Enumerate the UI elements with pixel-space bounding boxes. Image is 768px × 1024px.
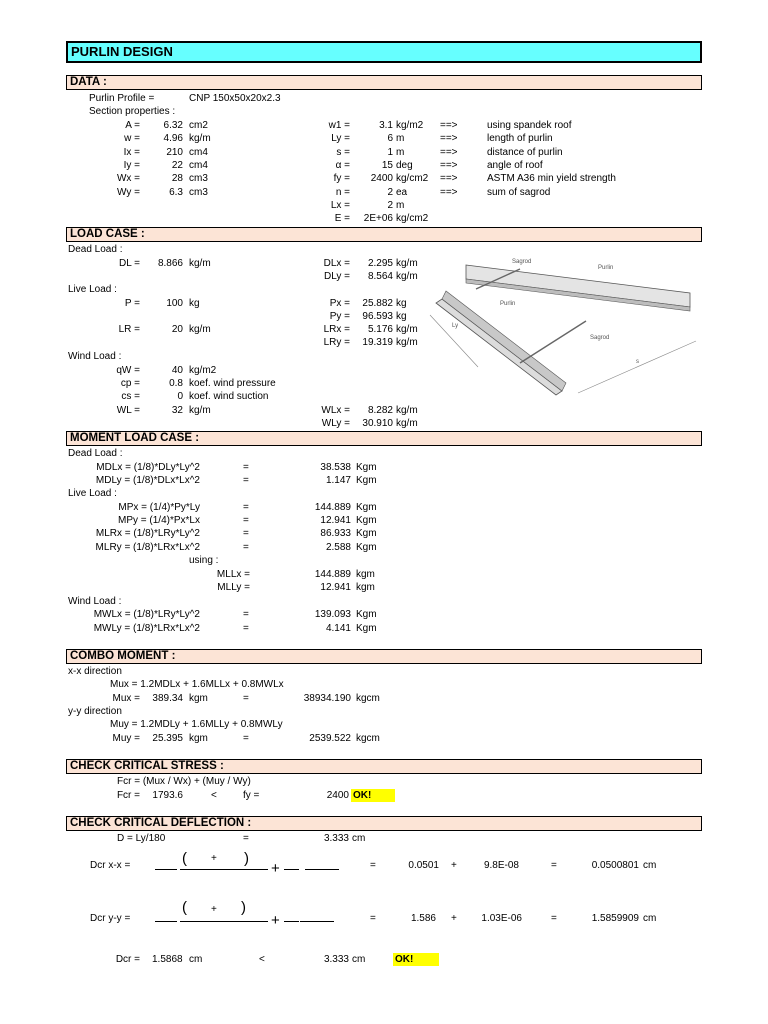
parameter-description: using spandek roof — [487, 120, 572, 131]
wlx-symbol: WLx = — [321, 405, 350, 416]
mux-equals: = — [243, 693, 249, 704]
property-value: 6.32 — [163, 120, 183, 131]
figure-label-sagrod-back: Sagrod — [512, 259, 532, 265]
section-header-load-case: LOAD CASE : — [66, 227, 702, 242]
property-symbol: Ix = — [123, 146, 140, 158]
moment-value: 12.941 — [320, 515, 351, 526]
dcr-less-than: < — [259, 954, 265, 965]
moment-expression: MLRx = (1/8)*LRy*Ly^2 — [95, 528, 200, 539]
dcrx-fraction-line-2 — [180, 869, 268, 870]
property-unit: cm3 — [189, 173, 208, 185]
dcry-total: 1.5859909 — [591, 913, 639, 924]
property-unit: cm3 — [189, 186, 208, 198]
p-value: 100 — [166, 298, 183, 309]
moment-value: 4.141 — [325, 623, 351, 634]
parameter-unit: m — [396, 146, 405, 158]
wlx-unit: kg/m — [396, 405, 418, 416]
dcry-fraction-line-4 — [300, 921, 334, 922]
moment-expression: MDLy = (1/8)*DLx*Lx^2 — [95, 475, 200, 486]
mux-value: 389.34 — [152, 693, 183, 704]
moment-live-load-label: Live Load : — [68, 488, 117, 499]
property-unit: cm4 — [189, 159, 208, 171]
moment-wind-load-label: Wind Load : — [68, 596, 122, 607]
dcry-equals-2: = — [551, 913, 557, 924]
parameter-value: 2E+06 — [363, 213, 393, 225]
dly-value: 8.564 — [367, 271, 393, 282]
moment-value: 86.933 — [320, 528, 351, 539]
moment-expression: MPx = (1/4)*Py*Ly — [118, 502, 200, 513]
live-load-label: Live Load : — [68, 284, 117, 295]
dcr-unit: cm — [189, 954, 203, 965]
dcr-limit-unit: cm — [352, 954, 366, 965]
parameter-arrow: ==> — [440, 186, 458, 198]
deflection-limit-unit: cm — [352, 833, 366, 844]
dcrx-value-2: 9.8E-08 — [483, 860, 519, 871]
moment-value: 38.538 — [320, 462, 351, 473]
parameter-unit: m — [396, 199, 405, 211]
parameter-symbol: fy = — [333, 173, 350, 185]
page-title: PURLIN DESIGN — [66, 41, 702, 63]
wl-value: 32 — [171, 405, 183, 416]
moment-expression: MWLy = (1/8)*LRx*Lx^2 — [93, 623, 200, 634]
qw-value: 40 — [171, 365, 183, 376]
parameter-symbol: Lx = — [330, 199, 350, 211]
moment-value: 144.889 — [314, 502, 351, 513]
parameter-description: sum of sagrod — [487, 186, 551, 198]
moment-expression: MWLx = (1/8)*LRy*Ly^2 — [93, 609, 200, 620]
dcrx-paren-open: ( — [182, 850, 187, 867]
dcrx-equals-2: = — [551, 860, 557, 871]
moment-equals: = — [243, 623, 249, 634]
dcrx-paren-plus: + — [211, 853, 217, 864]
moment-unit: Kgm — [356, 462, 377, 473]
property-value: 28 — [171, 173, 183, 185]
property-value: 22 — [171, 159, 183, 171]
moment-equals: = — [243, 462, 249, 473]
wind-load-label: Wind Load : — [68, 351, 122, 362]
lry-symbol: LRy = — [323, 337, 350, 348]
parameter-value: 1 — [387, 146, 393, 158]
moment-expression: MLLx = — [216, 569, 250, 580]
mux-kgcm-value: 38934.190 — [303, 693, 351, 704]
parameter-arrow: ==> — [440, 133, 458, 145]
p-unit: kg — [189, 298, 200, 309]
moment-equals: = — [243, 542, 249, 553]
dcrx-total: 0.0500801 — [591, 860, 639, 871]
muy-equals: = — [243, 733, 249, 744]
section-header-stress: CHECK CRITICAL STRESS : — [66, 759, 702, 774]
deflection-ok-badge: OK! — [393, 953, 439, 966]
figure-label-sagrod-front: Sagrod — [590, 335, 610, 341]
wl-symbol: WL = — [116, 405, 140, 416]
fcr-less-than: < — [211, 790, 217, 801]
parameter-unit: kg/cm2 — [396, 173, 429, 185]
section-header-moment: MOMENT LOAD CASE : — [66, 431, 702, 446]
parameter-symbol: Ly = — [331, 133, 350, 145]
moment-equals: = — [243, 502, 249, 513]
moment-using-label: using : — [189, 555, 219, 566]
dcrx-plus: + — [451, 860, 457, 871]
dcrx-label: Dcr x-x = — [90, 860, 131, 871]
property-value: 4.96 — [163, 133, 183, 145]
figure-label-purlin-back: Purlin — [598, 265, 614, 271]
parameter-symbol: α = — [335, 159, 350, 171]
dcry-paren-close: ) — [241, 899, 246, 916]
dcrx-mid-plus: + — [271, 860, 280, 877]
py-value: 96.593 — [362, 311, 393, 322]
dcry-paren-open: ( — [182, 899, 187, 916]
dcrx-equals: = — [370, 860, 376, 871]
purlin-sagrod-diagram — [428, 245, 698, 400]
dlx-unit: kg/m — [396, 258, 418, 269]
cp-symbol: cp = — [120, 378, 140, 389]
lry-value: 19.319 — [362, 337, 393, 348]
parameter-symbol: s = — [336, 146, 350, 158]
section-properties-label: Section properties : — [89, 106, 176, 117]
dly-unit: kg/m — [396, 271, 418, 282]
parameter-symbol: E = — [334, 213, 350, 225]
dcry-equals: = — [370, 913, 376, 924]
cs-value: 0 — [177, 391, 183, 402]
profile-value: CNP 150x50x20x2.3 — [189, 93, 281, 104]
dcry-value-1: 1.586 — [410, 913, 436, 924]
moment-unit: Kgm — [356, 623, 377, 634]
parameter-description: length of purlin — [487, 133, 553, 145]
dcrx-fraction-line-4 — [305, 869, 339, 870]
parameter-value: 2400 — [370, 173, 393, 185]
property-unit: kg/m — [189, 133, 211, 145]
wly-symbol: WLy = — [321, 418, 350, 429]
lrx-unit: kg/m — [396, 324, 418, 335]
moment-expression: MDLx = (1/8)*DLy*Ly^2 — [96, 462, 200, 473]
property-symbol: A = — [125, 120, 140, 131]
p-symbol: P = — [124, 298, 140, 309]
parameter-value: 2 — [387, 199, 393, 211]
cs-symbol: cs = — [121, 391, 140, 402]
parameter-arrow: ==> — [440, 159, 458, 171]
dcrx-fraction-line-1 — [155, 869, 177, 870]
moment-unit: Kgm — [356, 609, 377, 620]
fy-symbol: fy = — [243, 790, 260, 801]
dly-symbol: DLy = — [323, 271, 350, 282]
parameter-description: distance of purlin — [487, 146, 563, 158]
property-symbol: Wy = — [117, 186, 140, 198]
lr-value: 20 — [171, 324, 183, 335]
dl-value: 8.866 — [157, 258, 183, 269]
dl-symbol: DL = — [118, 258, 140, 269]
parameter-value: 3.1 — [379, 120, 393, 131]
parameter-symbol: w1 = — [328, 120, 350, 131]
px-unit: kg — [396, 298, 407, 309]
property-symbol: Wx = — [116, 173, 140, 185]
dcry-fraction-line-1 — [155, 921, 177, 922]
muy-symbol: Muy = — [112, 733, 140, 744]
dcrx-value-1: 0.0501 — [408, 860, 439, 871]
section-header-deflection: CHECK CRITICAL DEFLECTION : — [66, 816, 702, 831]
dlx-value: 2.295 — [367, 258, 393, 269]
fcr-formula: Fcr = (Mux / Wx) + (Muy / Wy) — [117, 776, 251, 787]
lrx-value: 5.176 — [367, 324, 393, 335]
parameter-unit: deg — [396, 159, 413, 171]
dcrx-paren-close: ) — [244, 850, 249, 867]
parameter-unit: ea — [396, 186, 408, 198]
dcry-unit: cm — [643, 913, 657, 924]
mux-formula: Mux = 1.2MDLx + 1.6MLLx + 0.8MWLx — [110, 679, 284, 690]
cp-value: 0.8 — [169, 378, 183, 389]
moment-unit: kgm — [356, 569, 375, 580]
moment-unit: kgm — [356, 582, 375, 593]
moment-unit: Kgm — [356, 515, 377, 526]
section-header-data: DATA : — [66, 75, 702, 90]
figure-label-s: s — [636, 359, 639, 365]
dcr-value: 1.5868 — [152, 954, 183, 965]
fcr-symbol: Fcr = — [116, 790, 140, 801]
dl-unit: kg/m — [189, 258, 211, 269]
qw-symbol: qW = — [116, 365, 140, 376]
cs-unit: koef. wind suction — [189, 391, 269, 402]
py-unit: kg — [396, 311, 407, 322]
property-value: 6.3 — [169, 186, 183, 198]
muy-unit: kgm — [189, 733, 208, 744]
deflection-limit-formula: D = Ly/180 — [117, 833, 166, 844]
dcrx-fraction-line-3 — [284, 869, 299, 870]
deflection-limit-value: 3.333 — [323, 833, 349, 844]
px-symbol: Px = — [329, 298, 350, 309]
cp-unit: koef. wind pressure — [189, 378, 276, 389]
parameter-unit: kg/cm2 — [396, 213, 429, 225]
dcry-plus: + — [451, 913, 457, 924]
parameter-description: angle of roof — [487, 159, 543, 171]
dcry-fraction-line-3 — [284, 921, 299, 922]
moment-unit: Kgm — [356, 542, 377, 553]
px-value: 25.882 — [362, 298, 393, 309]
profile-label: Purlin Profile = — [89, 93, 155, 104]
parameter-symbol: n = — [335, 186, 350, 198]
parameter-arrow: ==> — [440, 173, 458, 185]
muy-formula: Muy = 1.2MDLy + 1.6MLLy + 0.8MWLy — [110, 719, 283, 730]
parameter-unit: m — [396, 133, 405, 145]
moment-expression: MLLy = — [217, 582, 250, 593]
muy-kgcm-value: 2539.522 — [309, 733, 351, 744]
dcr-symbol: Dcr = — [115, 954, 140, 965]
wlx-value: 8.282 — [367, 405, 393, 416]
stress-ok-badge: OK! — [351, 789, 395, 802]
wly-unit: kg/m — [396, 418, 418, 429]
parameter-arrow: ==> — [440, 120, 458, 131]
moment-value: 144.889 — [314, 569, 351, 580]
wl-unit: kg/m — [189, 405, 211, 416]
lrx-symbol: LRx = — [323, 324, 350, 335]
property-unit: cm2 — [189, 120, 208, 131]
section-header-combo: COMBO MOMENT : — [66, 649, 702, 664]
py-symbol: Py = — [329, 311, 350, 322]
dcry-fraction-line-2 — [180, 921, 268, 922]
moment-equals: = — [243, 609, 249, 620]
moment-value: 12.941 — [320, 582, 351, 593]
dcry-mid-plus: + — [271, 912, 280, 929]
qw-unit: kg/m2 — [189, 365, 217, 376]
mux-symbol: Mux = — [112, 693, 140, 704]
parameter-value: 6 — [387, 133, 393, 145]
moment-value: 139.093 — [314, 609, 351, 620]
parameter-arrow: ==> — [440, 146, 458, 158]
property-unit: cm4 — [189, 146, 208, 158]
property-value: 210 — [166, 146, 183, 158]
wly-value: 30.910 — [362, 418, 393, 429]
property-symbol: w = — [124, 133, 140, 145]
moment-dead-load-label: Dead Load : — [68, 448, 123, 459]
moment-unit: Kgm — [356, 475, 377, 486]
parameter-value: 2 — [387, 186, 393, 198]
parameter-description: ASTM A36 min yield strength — [487, 173, 616, 185]
moment-value: 2.588 — [325, 542, 351, 553]
lry-unit: kg/m — [396, 337, 418, 348]
lr-symbol: LR = — [118, 324, 140, 335]
dcry-value-2: 1.03E-06 — [481, 913, 522, 924]
parameter-value: 15 — [381, 159, 393, 171]
figure-label-ly: Ly — [452, 323, 459, 329]
xx-direction-label: x-x direction — [68, 666, 122, 677]
moment-equals: = — [243, 528, 249, 539]
moment-equals: = — [243, 515, 249, 526]
moment-unit: Kgm — [356, 528, 377, 539]
dead-load-label: Dead Load : — [68, 244, 123, 255]
muy-kgcm-unit: kgcm — [356, 733, 380, 744]
property-symbol: Iy = — [123, 159, 140, 171]
moment-expression: MLRy = (1/8)*LRx*Lx^2 — [95, 542, 200, 553]
parameter-unit: kg/m2 — [396, 120, 424, 131]
dcrx-unit: cm — [643, 860, 657, 871]
mux-unit: kgm — [189, 693, 208, 704]
moment-value: 1.147 — [325, 475, 351, 486]
figure-label-purlin-front: Purlin — [500, 301, 516, 307]
moment-unit: Kgm — [356, 502, 377, 513]
deflection-limit-equals: = — [243, 833, 249, 844]
mux-kgcm-unit: kgcm — [356, 693, 380, 704]
dcr-limit-value: 3.333 — [323, 954, 349, 965]
dcry-label: Dcr y-y = — [90, 913, 131, 924]
dlx-symbol: DLx = — [323, 258, 350, 269]
muy-value: 25.395 — [152, 733, 183, 744]
moment-equals: = — [243, 475, 249, 486]
moment-expression: MPy = (1/4)*Px*Lx — [118, 515, 200, 526]
fcr-value: 1793.6 — [152, 790, 183, 801]
dcry-paren-plus: + — [211, 904, 217, 915]
lr-unit: kg/m — [189, 324, 211, 335]
yy-direction-label: y-y direction — [68, 706, 122, 717]
fy-value: 2400 — [326, 790, 349, 801]
